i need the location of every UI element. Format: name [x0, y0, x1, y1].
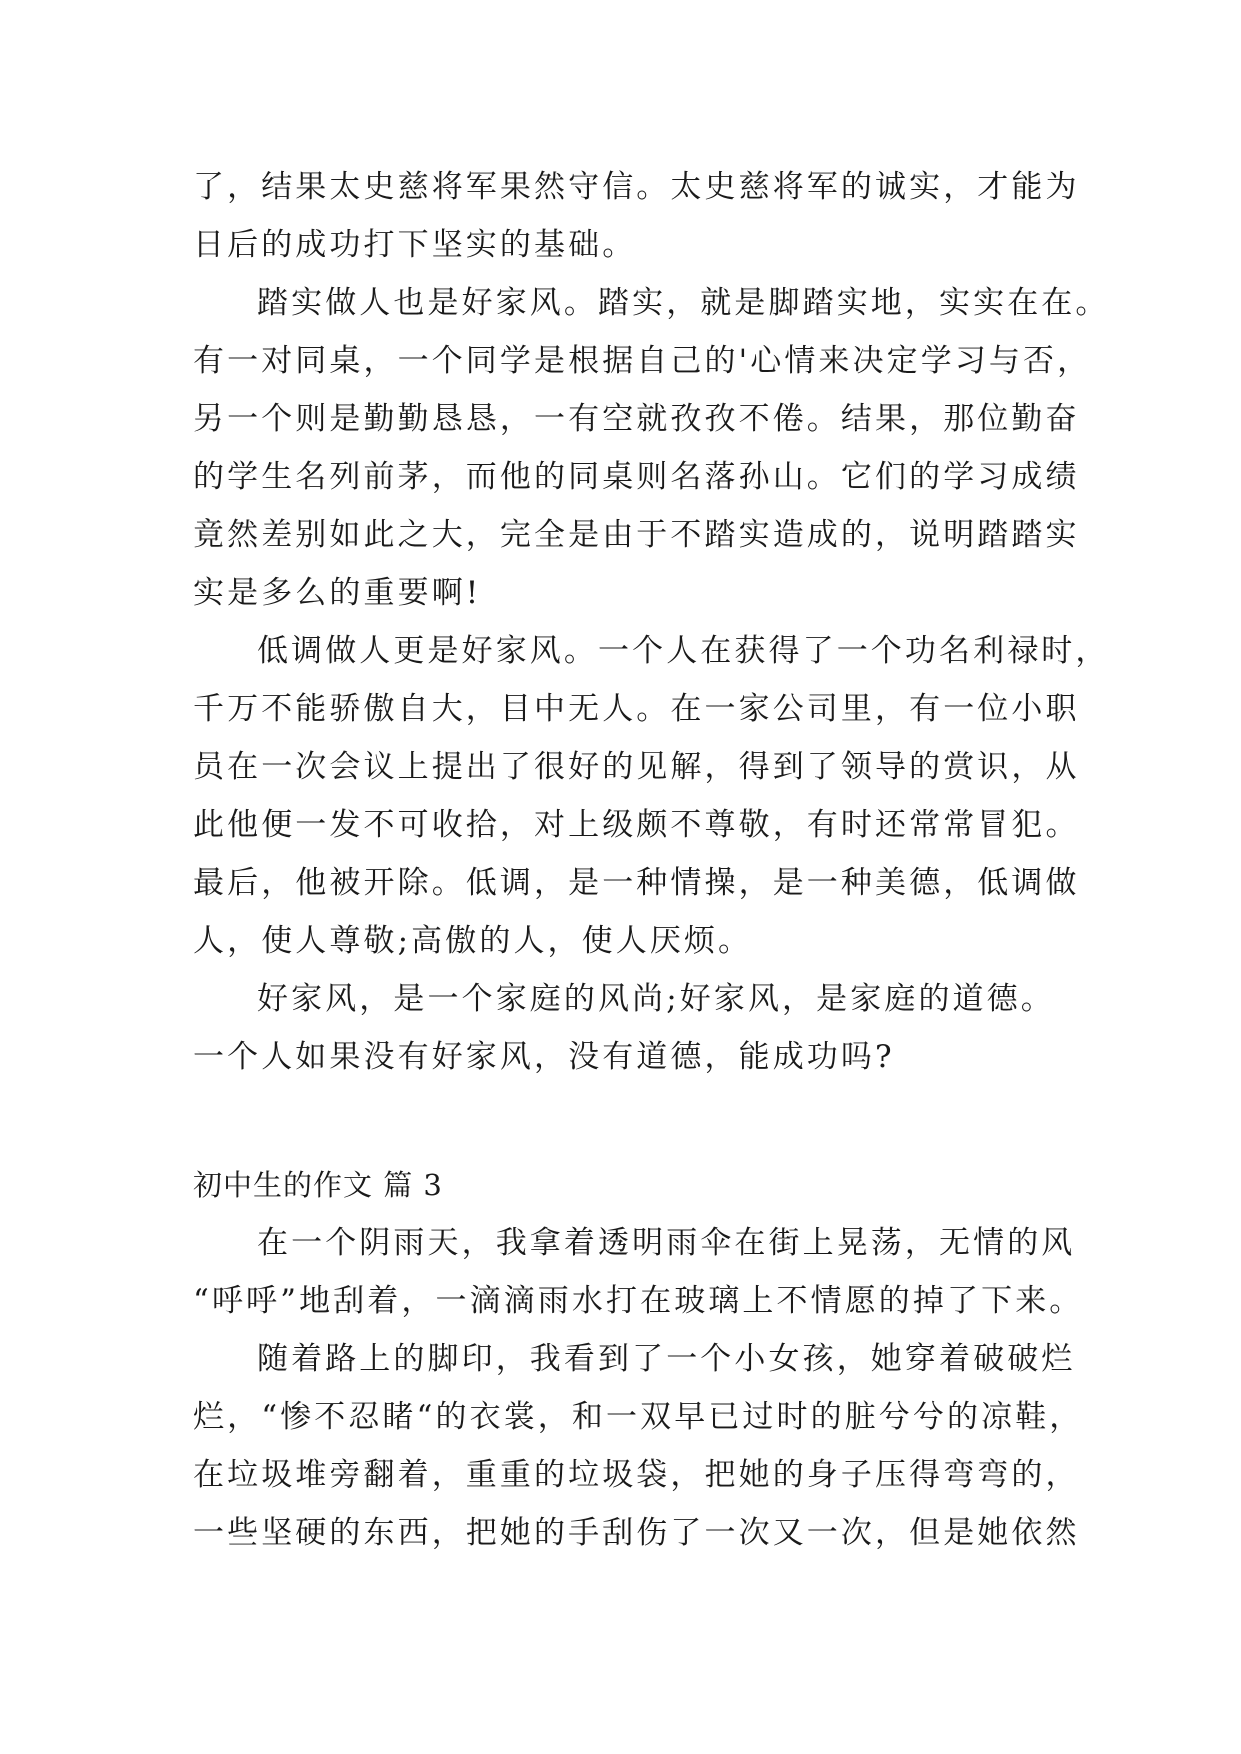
text-line: 的学生名列前茅，而他的同桌则名落孙山。它们的学习成绩 — [193, 459, 1080, 495]
text-line: 一些坚硬的东西，把她的手刮伤了一次又一次，但是她依然 — [193, 1515, 1080, 1551]
paragraph-start: 踏实做人也是好家风。踏实，就是脚踏实地，实实在在。 — [257, 285, 1110, 321]
text-line: 在垃圾堆旁翻着，重重的垃圾袋，把她的身子压得弯弯的， — [193, 1457, 1080, 1493]
text-line: 了，结果太史慈将军果然守信。太史慈将军的诚实，才能为 — [193, 169, 1080, 205]
text-line: 实是多么的重要啊! — [193, 575, 482, 611]
text-line: 最后，他被开除。低调，是一种情操，是一种美德，低调做 — [193, 865, 1080, 901]
text-line: 有一对同桌，一个同学是根据自己的'心情来决定学习与否， — [193, 343, 1092, 379]
text-line: “呼呼”地刮着，一滴滴雨水打在玻璃上不情愿的掉了下来。 — [193, 1283, 1084, 1319]
paragraph-start: 在一个阴雨天，我拿着透明雨伞在街上晃荡，无情的风 — [257, 1225, 1076, 1261]
text-line: 员在一次会议上提出了很好的见解，得到了领导的赏识，从 — [193, 749, 1080, 785]
text-line: 此他便一发不可收拾，对上级颇不尊敬，有时还常常冒犯。 — [193, 807, 1080, 843]
text-line: 千万不能骄傲自大，目中无人。在一家公司里，有一位小职 — [193, 691, 1080, 727]
section-heading: 初中生的作文 篇 3 — [193, 1168, 443, 1202]
text-line: 人，使人尊敬;高傲的人，使人厌烦。 — [193, 923, 753, 959]
section-spacer — [193, 1086, 1063, 1156]
text-line: 烂，“惨不忍睹“的衣裳，和一双早已过时的脏兮兮的凉鞋， — [193, 1399, 1084, 1435]
document-page — [193, 158, 1110, 1562]
paragraph-start: 随着路上的脚印，我看到了一个小女孩，她穿着破破烂 — [257, 1341, 1076, 1377]
text-line: 日后的成功打下坚实的基础。 — [193, 227, 637, 263]
text-line: 竟然差别如此之大，完全是由于不踏实造成的，说明踏踏实 — [193, 517, 1080, 553]
paragraph-start: 好家风，是一个家庭的风尚;好家风，是家庭的道德。 — [257, 981, 1055, 1017]
text-line: 另一个则是勤勤恳恳，一有空就孜孜不倦。结果，那位勤奋 — [193, 401, 1080, 437]
paragraph-start: 低调做人更是好家风。一个人在获得了一个功名利禄时， — [257, 633, 1110, 669]
text-line: 一个人如果没有好家风，没有道德，能成功吗? — [193, 1039, 895, 1075]
